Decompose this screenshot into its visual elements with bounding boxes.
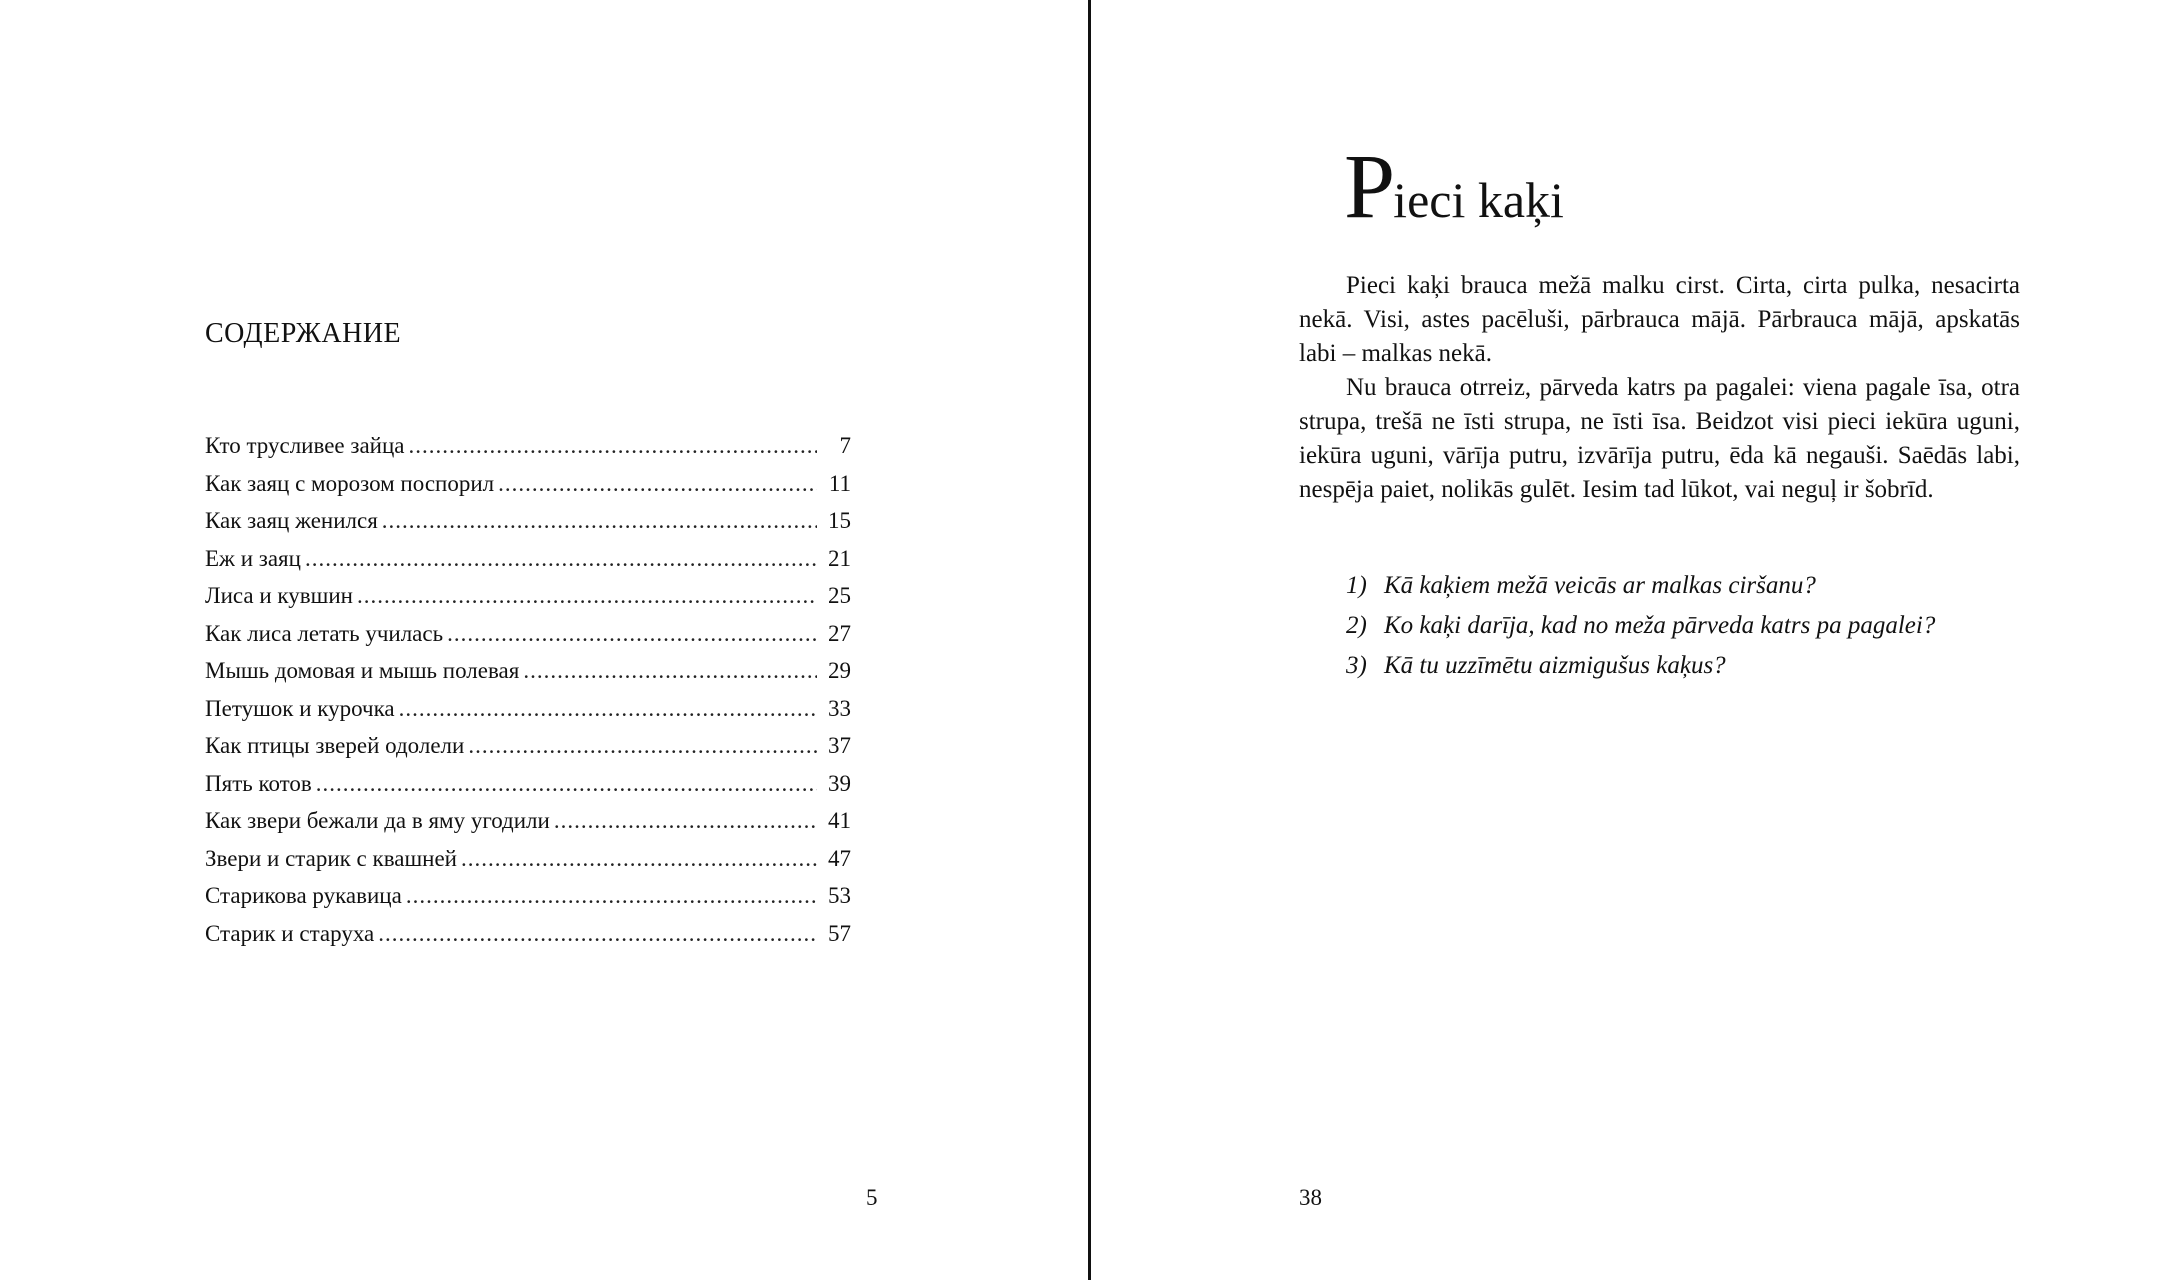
story-body [1299, 269, 2020, 507]
toc-leader-dots [447, 621, 817, 647]
question-number: 2) [1346, 612, 1367, 639]
toc-entry [205, 808, 851, 846]
toc-leader-dots [468, 733, 817, 759]
table-of-contents [205, 433, 851, 958]
question-text: Kā kaķiem mežā veicās ar malkas ciršanu? [1384, 572, 1816, 599]
toc-entry-page: 53 [828, 883, 851, 908]
toc-entry-title: Кто трусливее зайца [205, 433, 405, 458]
toc-entry-page: 29 [828, 658, 851, 683]
toc-entry-page: 37 [828, 733, 851, 758]
toc-entry [205, 696, 851, 734]
toc-entry-title: Как заяц женился [205, 508, 378, 533]
toc-entry-title: Как птицы зверей одолели [205, 733, 465, 758]
toc-title: СОДЕРЖАНИЕ [205, 318, 402, 349]
toc-entry [205, 921, 851, 959]
toc-entry-page: 47 [828, 845, 851, 871]
question-item [1346, 612, 1935, 652]
toc-leader-dots [554, 808, 817, 834]
question-list [1346, 572, 1935, 692]
toc-leader-dots [523, 658, 817, 684]
toc-entry-title: Как заяц с морозом поспорил [205, 470, 495, 496]
question-text: Ko kaķi darīja, kad no meža pārveda katrs pa pagalei? [1384, 612, 1936, 639]
toc-leader-dots [461, 846, 817, 872]
toc-entry-page: 15 [828, 508, 851, 533]
story-title [1344, 135, 1564, 237]
toc-entry [205, 583, 851, 621]
toc-entry-title: Старик и старуха [205, 920, 375, 946]
left-page [0, 0, 1088, 1280]
toc-entry-title: Старикова рукавица [205, 883, 402, 908]
toc-entry [205, 508, 851, 546]
toc-entry-title: Мышь домовая и мышь полевая [205, 658, 520, 683]
toc-entry-title: Еж и заяц [205, 545, 301, 571]
right-page [1091, 0, 2178, 1280]
toc-leader-dots [409, 433, 818, 459]
toc-leader-dots [382, 508, 817, 534]
toc-entry [205, 471, 851, 509]
question-item [1346, 572, 1935, 612]
page-number: 38 [1299, 1185, 1322, 1210]
toc-entry [205, 846, 851, 884]
toc-entry [205, 621, 851, 659]
toc-entry-page: 27 [828, 620, 851, 646]
story-title-rest: ieci kaķi [1393, 172, 1564, 228]
toc-entry-page: 7 [839, 433, 851, 458]
question-number: 1) [1346, 572, 1367, 599]
toc-entry-title: Пять котов [205, 770, 312, 796]
toc-entry-page: 57 [828, 920, 851, 946]
toc-entry-page: 21 [828, 545, 851, 571]
page-number: 5 [866, 1185, 878, 1210]
question-item [1346, 652, 1935, 692]
toc-leader-dots [399, 696, 817, 722]
toc-entry [205, 883, 851, 921]
toc-entry-title: Как звери бежали да в яму угодили [205, 808, 550, 833]
toc-entry-title: Лиса и кувшин [205, 583, 353, 608]
toc-entry [205, 771, 851, 809]
toc-entry-title: Петушок и курочка [205, 695, 395, 721]
toc-entry [205, 433, 851, 471]
toc-leader-dots [316, 771, 817, 797]
story-paragraph: Nu brauca otrreiz, pārveda katrs pa pagalei: viena pagale īsa, otra strupa, trešā ne īsti strupa, ne īsti īsa. Beidzot visi pieci iekūra uguni, iekūra uguni, vārīja putru, izvārīja putru, ēda kā negauši. Saēdās labi, nespēja paiet, nolikās gulēt. Iesim tad lūkot, vai neguļ ir šobrīd. [1299, 374, 2020, 503]
story-paragraph: Pieci kaķi brauca mežā malku cirst. Cirta, cirta pulka, nesacirta nekā. Visi, astes pacēluši, pārbrauca mājā. Pārbrauca mājā, apskatās labi – malkas nekā. [1299, 272, 2020, 367]
toc-entry [205, 546, 851, 584]
question-number: 3) [1346, 652, 1367, 679]
toc-entry [205, 733, 851, 771]
toc-entry [205, 658, 851, 696]
toc-entry-page: 41 [828, 808, 851, 833]
toc-entry-page: 11 [828, 470, 851, 496]
toc-leader-dots [498, 471, 817, 497]
drop-cap: P [1344, 135, 1394, 237]
toc-leader-dots [357, 583, 817, 609]
toc-entry-page: 25 [828, 583, 851, 608]
toc-entry-page: 33 [828, 695, 851, 721]
question-text: Kā tu uzzīmētu aizmigušus kaķus? [1384, 652, 1726, 679]
toc-entry-title: Как лиса летать училась [205, 620, 444, 646]
toc-leader-dots [305, 546, 817, 572]
toc-leader-dots [378, 921, 817, 947]
toc-entry-title: Звери и старик с квашней [205, 845, 457, 871]
toc-leader-dots [406, 883, 817, 909]
toc-entry-page: 39 [828, 770, 851, 796]
